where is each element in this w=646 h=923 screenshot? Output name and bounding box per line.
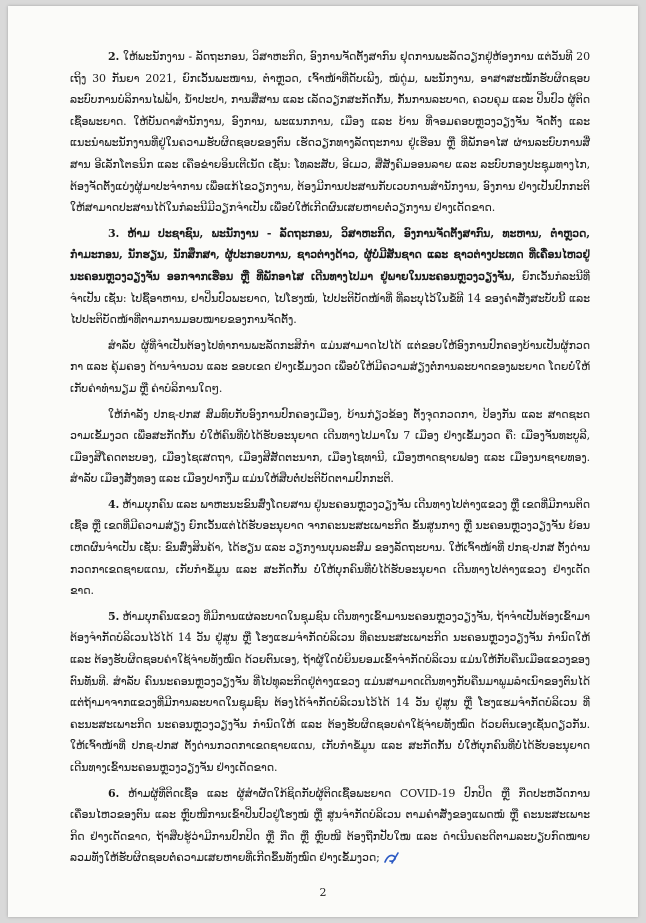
paragraph-2 [70, 46, 590, 219]
paragraph-text: ຫ້າມຜູ້ທີ່ຕິດເຊື້ອ ແລະ ຜູ້ສຳຜັດໃກ້ຊິດກັບຜູ້ຕິດເຊື້ອພະຍາດ COVID-19 ປົກປິດ ຫຼື ກືດປະຫວັດການເຄື່ອນໄຫວຂອງຕົນ ແລະ ຫຼົບໜີການເຂົ້າປິ່ນປົວຢູ່ໂຮງໝໍ ຫຼື ສູນຈຳກັດບໍລິເວນ ຕາມຄຳສັ່ງຂອງແພດໝໍ ຫຼື ຄະນະສະເພາະກິດ ຢ່າງເດັດຂາດ, ຖ້າສືບຮູ້ວ່າມີການປົກປິດ ຫຼື ກືດ ຫຼື ຫຼົບໜີ ຕ້ອງຖືກປັບໃໝ ແລະ ດຳເນີນຄະດີຕາມລະບຽບກົດໝາຍ ລວມທັງໃຫ້ຮັບຜິດຊອບຕໍ່ຄວາມເສຍຫາຍທີ່ເກີດຂຶ້ນທັງໝົດ ຢ່າງເຂັ້ມງວດ; [70, 786, 590, 865]
paragraph-text: ໃຫ້ພະນັກງານ - ລັດຖະກອນ, ວິສາຫະກິດ, ອົງການຈັດຕັ້ງສາກົນ ຢຸດການພະລັດວຽກຢູ່ຫ້ອງການ ແຕ່ວັນທີ 20 ເຖິງ 30 ກັນຍາ 2021, ຍົກເວັ້ນພະໜານ, ຕຳຫຼວດ, ເຈົ້າໜ້າທີ່ດັບເພີງ, ໝໍດູ່ມ, ພະນັກງານ, ອາສາສະໝັກຮັບຜິດຊອບລະບົບການບໍລິການໄຟຟ້າ, ນ້ຳປະປາ, ການສື່ສານ ແລະ ເລັດວຽກສະກັດກັ້ນ, ກັ້ນການລະບາດ, ຄວບຄຸມ ແລະ ປິ່ນປົວ ຜູ້ຕິດເຊື້ອພະຍາດ. ໃຫ້ບັນດາສຳນັກງານ, ອົງການ, ພະແນກການ, ເມືອງ ແລະ ບ້ານ ທີ່ຈອມຄອບຫຼວງວຽງຈັນ ຈັດຕັ້ງ ແລະ ແນະນຳພະນັກງານທີ່ຢູ່ໃນຄວາມຮັບຜິດຊອບຂອງຕົນ ເຮັດວຽກທາງລັດຖະການ ຢູ່ເຮືອນ ຫຼື ທີ່ພັກອາໄສ ຜ່ານລະບົບການສື່ສານ ອີເລັກໂຕຣນິກ ແລະ ເຄືອຂ່າຍອິນເຕີເນັດ ເຊັ່ນ: ໂທລະສັບ, ອີເມວ, ສື່ສັງຄົມອອນລາຍ ແລະ ລະບົບກອງປະຊຸມທາງໄກ, ຕ້ອງຈັດຕັ້ງແບ່ງຜູ້ມາປະຈຳການ ເພື່ອແກ້ໄຂວຽກງານ, ຕ້ອງມີການປະສານກັບເວບການສຳນັກງານ, ອົງການ ຢ່າງເປັນປົກກະຕິ ໃຫ້ສາມາດປະສານໄດ້ໃນກໍລະນີມີວຽກຈຳເປັນ ເພື່ອບໍ່ໃຫ້ເກີດຜົນເສຍຫາຍຕໍ່ວຽກງານ ຢ່າງເດັດຂາດ. [70, 50, 590, 215]
document-page [8, 6, 638, 917]
paragraph-text: ຍົກເວັ້ນກໍລະນີທີ່ຈຳເປັນ ເຊັ່ນ: ໄປຊື້ອາຫານ, ຢາປິ່ນປົວພະຍາດ, ໄປໂຮງໝໍ, ໄປປະຕິບັດໜ້າທີ່ ທີ່ລະບຸໄວ້ໃນຂໍ້ທີ 14 ຂອງຄຳສັ່ງສະບັບນີ້ ແລະ ໄປປະຕິບັດໜ້າທີ່ຕາມການມອບໝາຍຂອງການຈັດຕັ້ງ. [70, 269, 591, 327]
paragraph-number: 4. [108, 497, 120, 511]
paragraph-number: 5. [108, 609, 120, 623]
paragraph-6 [70, 783, 590, 869]
document-body [70, 46, 590, 871]
page-number: 2 [319, 886, 327, 899]
paragraph-text: ໃຫ້ກຳລັງ ປກຊ-ປກສ ສົມທົບກັບອົງການປົກຄອງເມືອງ, ບ້ານກ່ຽວຂ້ອງ ຕັ້ງຈຸດກວດກາ, ປ້ອງກັນ ແລະ ສາດຊະດວາມເຂັ້ມງວດ ເພື່ອສະກັດກັ້ນ ບໍ່ໃຫ້ຄົນທີ່ບໍ່ໄດ້ຮັບອະນຸຍາດ ເດີນທາງໄປມາໃນ 7 ເມືອງ ຢ່າງເຂັ້ມງວດ ຄື: ເມືອງຈັນທະບູລີ, ເມືອງສີໂຄດຕະບອງ, ເມືອງໄຊເສດຖາ, ເມືອງສີສັດຕະນາກ, ເມືອງໄຊທານີ, ເມືອງຫາດຊາຍຟອງ ແລະ ເມືອງນາຊາຍທອງ. ສຳລັບ ເມືອງສັງທອງ ແລະ ເມືອງປາກງື່ມ ແມ່ນໃຫ້ສືບຕໍ່ປະຕິບັດຕາມປົກກະຕິ. [70, 407, 590, 486]
paragraph-number: 3. [108, 226, 120, 240]
handwritten-initial-mark [383, 851, 399, 865]
paragraph-text: ສຳລັບ ຜູ້ທີ່ຈຳເປັນຕ້ອງໄປທຳການພະລັດກະສິກຳ ແມ່ນສາມາດໄປໄດ້ ແຕ່ຂອບໃຫ້ອົງການປົກຄອງບ້ານເປັນຜູ້ກວດກາ ແລະ ຄຸ້ມຄອງ ດ້ານຈຳນວນ ແລະ ຂອບເຂດ ຢ່າງເຂັ້ມງວດ ເພື່ອບໍ່ໃຫ້ມີຄວາມສ່ຽງຕໍ່ການລະບາດຂອງພະຍາດ ໂດຍບໍ່ໃຫ້ເກັບຄ່າທຳນຽມ ຫຼື ຄ່າບໍລິການໃດໆ. [70, 338, 590, 395]
paragraph-3-checkpoints [70, 404, 590, 490]
paragraph-4 [70, 494, 590, 602]
paragraph-text: ຫ້າມບຸກຄົນ ແລະ ພາຫະນະຂົນສົ່ງໂດຍສານ ຢູ່ນະຄອນຫຼວງວຽງຈັນ ເດີນທາງໄປຕ່າງແຂວງ ຫຼື ເຂດທີ່ມີການຕິດເຊື້ອ ຫຼື ເຂດທີ່ມີຄວາມສ່ຽງ ຍົກເວັ້ນແຕ່ໄດ້ຮັບອະນຸຍາດ ຈາກຄະນະສະເພາະກິດ ຂັ້ນສູນກາງ ຫຼື ນະຄອນຫຼວງວຽງຈັນ ຍ້ອນເຫດຜົນຈຳເປັນ ເຊັ່ນ: ຂົນສົ່ງສິນຄ້າ, ໄດ້ຮຽນ ແລະ ວຽກງານບຸນລະສົມ ຂອງລັດຖະບານ. ໃຫ້ເຈົ້າໜ້າທີ່ ປກຊ-ປກສ ຕັ້ງດ່ານກວດກາເຂດຊາຍແດນ, ເກັບກຳຂໍ້ມູນ ແລະ ສະກັດກັ້ນ ບໍ່ໃຫ້ບຸກຄົນທີ່ບໍ່ໄດ້ຮັບອະນຸຍາດ ເດີນທາງໄປຕ່າງແຂວງ ຢ່າງເດັດຂາດ. [70, 497, 590, 598]
paragraph-3 [70, 223, 590, 331]
paragraph-5 [70, 606, 590, 779]
paragraph-number: 2. [108, 50, 120, 63]
paragraph-3-farming [70, 335, 590, 400]
paragraph-bold-lead: ຫ້າມ ປະຊາຊົນ, ພະນັກງານ - ລັດຖະກອນ, ວິສາຫະກິດ, ອົງການຈັດຕັ້ງສາກົນ, ທະຫານ, ຕຳຫຼວດ, ກຳມະກອນ, ນັກຮຽນ, ນັກສຶກສາ, ຜູ້ປະກອບການ, ຊາວຕ່າງດ້າວ, ຜູ້ບໍ່ມີສັນຊາດ ແລະ ຊາວຕ່າງປະເທດ ທີ່ເຄື່ອນໄຫວຢູ່ນະຄອນຫຼວງວຽງຈັນ ອອກຈາກເຮືອນ ຫຼື ທີ່ພັກອາໄສ ເດີນທາງໄປມາ ຢູ່ພາຍໃນນະຄອນຫຼວງວຽງຈັນ, [70, 226, 590, 283]
paragraph-number: 6. [108, 786, 120, 800]
paragraph-text: ຫ້າມບຸກຄົນແຂວງ ທີ່ມີການແຜ່ລະບາດໃນຊຸມຊົນ ເດີນທາງເຂົ້າມານະຄອນຫຼວງວຽງຈັນ, ຖ້າຈຳເປັນຕ້ອງເຂົ້າມາ ຕ້ອງຈຳກັດບໍລິເວນໄວ້ໄດ້ 14 ວັນ ຢູ່ສູນ ຫຼື ໂຮງແຮມຈຳກັດບໍລິເວນ ທີ່ຄະນະສະເພາະກິດ ນະຄອນຫຼວງວຽງຈັນ ກຳນົດໃຫ້ ແລະ ຕ້ອງຮັບຜິດຊອບຄ່າໃຊ້ຈ່າຍທັງໝົດ ດ້ວຍຕົນເອງ, ຖ້າຜູ້ໃດບໍ່ຍິນຍອມເຂົ້າຈຳກັດບໍລິເວນ ແມ່ນໃຫ້ກັບຄືນເມືອແຂວງຂອງຕົນທັນທີ. ສຳລັບ ຄົນນະຄອນຫຼວງວຽງຈັນ ທີ່ໄປທຸລະກິດຢູ່ຕ່າງແຂວງ ແມ່ນສາມາດເດີນທາງກັບຄືນມາພູມລຳເນົາຂອງຕົນໄດ້ ແຕ່ຖ້າມາຈາກແຂວງທີ່ມີການລະບາດໃນຊຸມຊົນ ຕ້ອງໄດ້ຈຳກັດບໍລິເວນໄວ້ໄດ້ 14 ວັນ ຢູ່ສູນ ຫຼື ໂຮງແຮມຈຳກັດບໍລິເວນ ທີ່ຄະນະສະເພາະກິດ ນະຄອນຫຼວງວຽງຈັນ ກຳນົດໃຫ້ ແລະ ຕ້ອງຮັບຜິດຊອບຄ່າໃຊ້ຈ່າຍທັງໝົດ ດ້ວຍຕົນເອງເຊັ່ນດຽວກັນ. ໃຫ້ເຈົ້າໜ້າທີ່ ປກຊ-ປກສ ຕັ້ງດ່ານກວດກາເຂດຊາຍແດນ, ເກັບກຳຂໍ້ມູນ ແລະ ສະກັດກັ້ນ ບໍ່ໃຫ້ບຸກຄົນທີ່ບໍ່ໄດ້ຮັບອະນຸຍາດ ເດີນທາງເຂົ້ານະຄອນຫຼວງວຽງຈັນ ຢ່າງເດັດຂາດ. [70, 609, 590, 774]
